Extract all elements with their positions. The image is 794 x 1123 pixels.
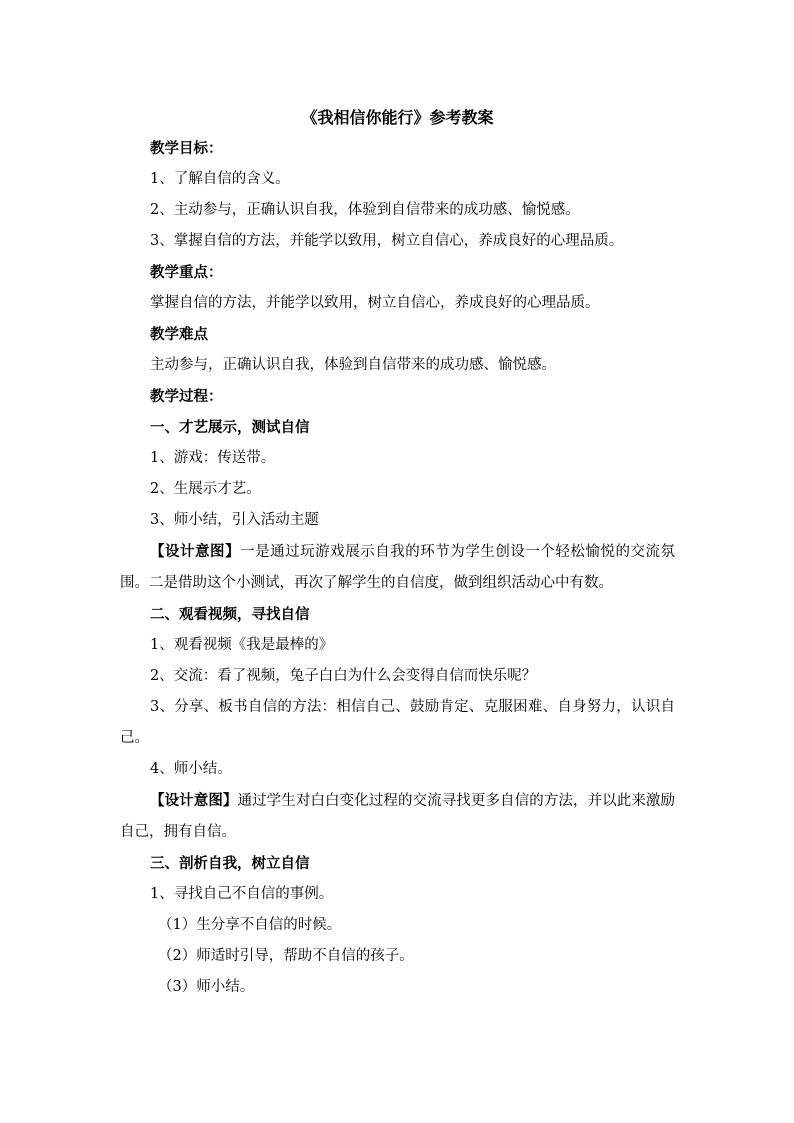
section2-design-intent bbox=[120, 785, 675, 848]
goal-item-1: 1、了解自信的含义。 bbox=[150, 171, 290, 187]
difficulty-heading: 教学难点 bbox=[150, 326, 208, 343]
section1-item-3: 3、师小结，引入活动主题 bbox=[150, 512, 319, 528]
section3-subitem-3: （3）师小结。 bbox=[158, 979, 255, 995]
document-title: 《我相信你能行》参考教案 bbox=[301, 108, 494, 127]
key-heading: 教学重点： bbox=[150, 264, 223, 281]
goal-item-2: 2、主动参与，正确认识自我，体验到自信带来的成功感、愉悦感。 bbox=[150, 202, 580, 218]
process-heading: 教学过程： bbox=[150, 388, 223, 405]
document-page bbox=[120, 103, 675, 1003]
section3-heading: 三、剖析自我，树立自信 bbox=[150, 855, 310, 872]
section1-item-2: 2、生展示才艺。 bbox=[150, 481, 261, 497]
section2-item-1: 1、观看视频《我是最棒的》 bbox=[150, 637, 334, 653]
section1-design-intent bbox=[120, 536, 675, 599]
goal-item-3: 3、掌握自信的方法，并能学以致用，树立自信心，养成良好的心理品质。 bbox=[150, 233, 624, 249]
design-intent-label: 【设计意图】 bbox=[150, 792, 238, 809]
goal-heading: 教学目标： bbox=[150, 140, 223, 157]
section1-heading: 一、才艺展示，测试自信 bbox=[150, 419, 310, 436]
design-intent-label: 【设计意图】 bbox=[150, 543, 241, 560]
section3-subitem-1: （1）生分享不自信的时候。 bbox=[158, 917, 342, 933]
section3-subitem-2: （2）师适时引导，帮助不自信的孩子。 bbox=[158, 948, 414, 964]
difficulty-text: 主动参与，正确认识自我，体验到自信带来的成功感、愉悦感。 bbox=[150, 357, 556, 373]
section2-heading: 二、观看视频，寻找自信 bbox=[150, 606, 310, 623]
key-text: 掌握自信的方法，并能学以致用，树立自信心，养成良好的心理品质。 bbox=[150, 295, 600, 311]
section2-item-2: 2、交流：看了视频，兔子白白为什么会变得自信而快乐呢？ bbox=[150, 668, 537, 684]
section1-item-1: 1、游戏：传送带。 bbox=[150, 450, 276, 466]
section2-item-4: 4、师小结。 bbox=[150, 761, 232, 777]
section2-item-3: 3、分享、板书自信的方法：相信自己、鼓励肯定、克服困难、自身努力，认识自己。 bbox=[120, 699, 675, 746]
design-intent-text: 一是通过玩游戏展示自我的环节为学生创设一个轻松愉悦的交流氛围。二是借助这个小测试，再次了解学生的自信度，做到组织活动心中有数。 bbox=[120, 544, 676, 591]
section3-item-1: 1、寻找自己不自信的事例。 bbox=[150, 886, 334, 902]
design-intent-text: 通过学生对白白变化过程的交流寻找更多自信的方法，并以此来激励自己，拥有自信。 bbox=[120, 793, 675, 840]
